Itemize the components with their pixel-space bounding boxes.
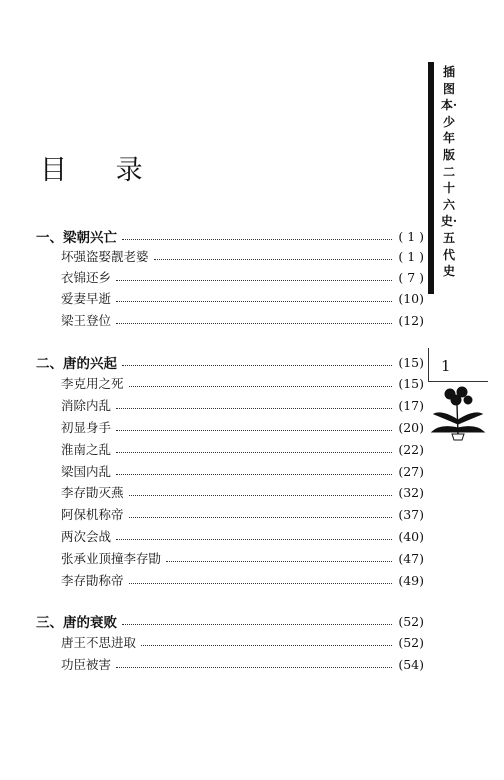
toc-page-ref: (54) <box>398 656 424 672</box>
toc-page-ref: (17) <box>398 397 424 413</box>
toc-item[interactable] <box>40 482 424 502</box>
toc-item-label: 功臣被害 <box>61 657 112 672</box>
dot-leader <box>116 474 392 475</box>
toc-page-ref: (40) <box>398 528 424 544</box>
toc-chapter-3[interactable] <box>36 611 424 631</box>
dot-leader <box>122 239 392 240</box>
toc-page-ref: (20) <box>398 419 424 435</box>
toc-item-label: 李存勖称帝 <box>61 573 124 588</box>
toc-item[interactable] <box>40 267 424 287</box>
toc-page-ref: ( 1 ) <box>398 228 424 244</box>
toc-item[interactable] <box>40 246 424 266</box>
dot-leader <box>166 561 392 562</box>
toc-page-ref: (32) <box>398 484 424 500</box>
page-number-rule <box>428 381 488 382</box>
dot-leader <box>116 323 392 324</box>
sidebar-strip <box>428 62 434 294</box>
toc-item[interactable] <box>40 632 424 652</box>
toc-item[interactable] <box>40 526 424 546</box>
toc-page-ref: (15) <box>398 354 424 370</box>
toc-page-ref: (47) <box>398 550 424 566</box>
toc-item-label: 李存勖灭燕 <box>61 485 124 500</box>
toc-page-ref: (52) <box>398 613 424 629</box>
toc-chapter-1[interactable] <box>36 226 424 246</box>
toc-item-label: 唐王不思进取 <box>61 635 137 650</box>
toc-page-ref: (27) <box>398 463 424 479</box>
toc-item[interactable] <box>40 548 424 568</box>
toc-item-label: 梁国内乱 <box>61 464 112 479</box>
dot-leader <box>116 452 392 453</box>
series-title: 插图本·少年版二十六史·五代史 <box>440 65 458 279</box>
flower-plant-icon <box>428 384 488 442</box>
dot-leader <box>129 495 393 496</box>
toc-item-label: 消除内乱 <box>61 398 112 413</box>
toc-chapter-label: 三、唐的衰败 <box>36 615 117 631</box>
toc-item[interactable] <box>40 570 424 590</box>
toc-item-label: 梁王登位 <box>61 313 112 328</box>
toc-item[interactable] <box>40 504 424 524</box>
dot-leader <box>116 430 392 431</box>
page-title: 目 录 <box>40 155 163 186</box>
toc-page-ref: ( 7 ) <box>398 269 424 285</box>
toc-page-ref: ( 1 ) <box>398 248 424 264</box>
dot-leader <box>129 583 393 584</box>
toc-page-ref: (10) <box>398 290 424 306</box>
toc-item-label: 初显身手 <box>61 420 112 435</box>
toc-item-label: 爱妻早逝 <box>61 291 112 306</box>
toc-page-ref: (37) <box>398 506 424 522</box>
toc-item-label: 李克用之死 <box>61 376 124 391</box>
dot-leader <box>154 259 393 260</box>
dot-leader <box>122 624 392 625</box>
toc-item-label: 坏强盗娶靓老婆 <box>61 249 149 264</box>
toc-chapter-label: 二、唐的兴起 <box>36 356 117 372</box>
toc-page-ref: (52) <box>398 634 424 650</box>
toc-item-label: 两次会战 <box>61 529 112 544</box>
toc-page-ref: (22) <box>398 441 424 457</box>
dot-leader <box>129 517 393 518</box>
toc-item-label: 阿保机称帝 <box>61 507 124 522</box>
toc-item-label: 衣锦还乡 <box>61 270 112 285</box>
page-number: 1 <box>441 357 451 375</box>
toc-page-ref: (15) <box>398 375 424 391</box>
toc-item[interactable] <box>40 288 424 308</box>
toc-page-ref: (49) <box>398 572 424 588</box>
dot-leader <box>116 301 392 302</box>
dot-leader <box>122 365 392 366</box>
page-number-divider <box>428 348 429 382</box>
toc-page-ref: (12) <box>398 312 424 328</box>
toc-item[interactable] <box>40 373 424 393</box>
dot-leader <box>116 280 392 281</box>
toc-chapter-2[interactable] <box>36 352 424 372</box>
toc-item[interactable] <box>40 395 424 415</box>
toc-item[interactable] <box>40 654 424 674</box>
dot-leader <box>116 539 392 540</box>
dot-leader <box>141 645 392 646</box>
toc-item[interactable] <box>40 461 424 481</box>
toc-item-label: 淮南之乱 <box>61 442 112 457</box>
dot-leader <box>116 667 392 668</box>
dot-leader <box>116 408 392 409</box>
toc-chapter-label: 一、梁朝兴亡 <box>36 230 117 246</box>
toc-item[interactable] <box>40 439 424 459</box>
toc-item[interactable] <box>40 310 424 330</box>
dot-leader <box>129 386 393 387</box>
toc-item-label: 张承业顶撞李存勖 <box>61 551 162 566</box>
toc-item[interactable] <box>40 417 424 437</box>
